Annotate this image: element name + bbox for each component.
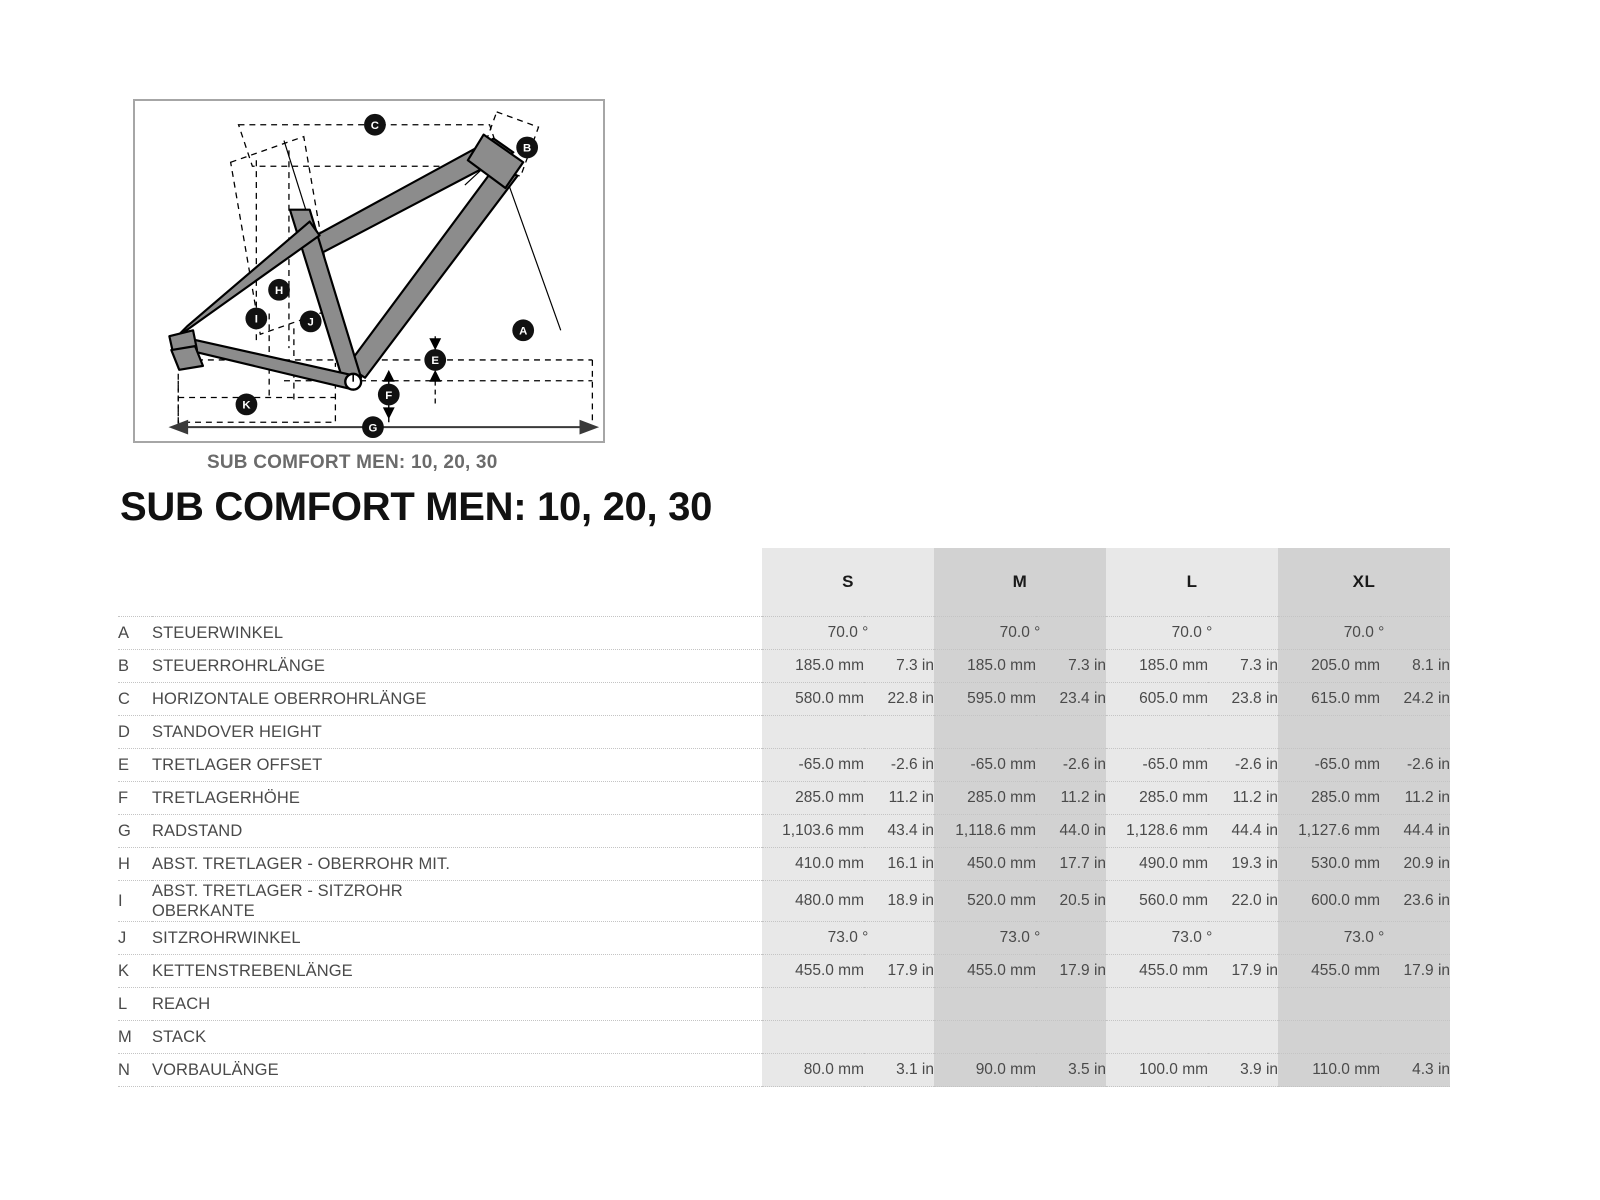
cell-mm [1106,716,1208,749]
cell-in: 44.0 in [1036,815,1106,848]
row-label: STANDOVER HEIGHT [152,716,762,749]
table-row [118,922,1450,955]
cell-angle: 70.0 ° [1278,617,1450,650]
row-letter: C [118,683,152,716]
cell-in: 23.8 in [1208,683,1278,716]
cell-in [1380,988,1450,1021]
row-label: TRETLAGER OFFSET [152,749,762,782]
cell-in: -2.6 in [1036,749,1106,782]
cell-angle: 70.0 ° [1106,617,1278,650]
row-letter: L [118,988,152,1021]
cell-mm [934,988,1036,1021]
page-title: SUB COMFORT MEN: 10, 20, 30 [120,485,713,529]
cell-in: 43.4 in [864,815,934,848]
cell-angle: 73.0 ° [934,922,1106,955]
cell-mm [762,1021,864,1054]
cell-mm: 600.0 mm [1278,881,1380,922]
cell-in: 44.4 in [1380,815,1450,848]
svg-text:E: E [431,355,440,368]
cell-mm: 1,103.6 mm [762,815,864,848]
cell-mm: 185.0 mm [1106,650,1208,683]
row-letter: A [118,617,152,650]
cell-mm [762,988,864,1021]
cell-in [1036,716,1106,749]
cell-in: 22.8 in [864,683,934,716]
cell-mm: 1,128.6 mm [1106,815,1208,848]
callout-I [245,308,267,330]
cell-in: 3.5 in [1036,1054,1106,1087]
cell-mm: -65.0 mm [1106,749,1208,782]
callout-C [364,114,386,136]
row-letter: J [118,922,152,955]
cell-in: 11.2 in [864,782,934,815]
cell-in: 7.3 in [864,650,934,683]
row-label: STACK [152,1021,762,1054]
callout-E [424,349,446,371]
table-row [118,955,1450,988]
cell-mm [1106,988,1208,1021]
row-label: RADSTAND [152,815,762,848]
cell-angle: 70.0 ° [762,617,934,650]
cell-in: 17.9 in [1380,955,1450,988]
cell-mm: 455.0 mm [1106,955,1208,988]
cell-angle: 73.0 ° [1106,922,1278,955]
cell-in: 17.7 in [1036,848,1106,881]
cell-in: 3.1 in [864,1054,934,1087]
cell-angle: 73.0 ° [1278,922,1450,955]
cell-in [864,988,934,1021]
cell-mm: 410.0 mm [762,848,864,881]
cell-mm: 285.0 mm [934,782,1036,815]
callout-K [236,394,258,416]
header-size-m: M [934,548,1106,617]
svg-text:H: H [274,285,284,298]
cell-in [1208,988,1278,1021]
row-letter: G [118,815,152,848]
cell-mm: 450.0 mm [934,848,1036,881]
cell-angle: 73.0 ° [762,922,934,955]
callout-A [512,319,534,341]
table-body [118,617,1450,1087]
row-label: KETTENSTREBENLÄNGE [152,955,762,988]
cell-mm [762,716,864,749]
row-label [152,881,762,922]
header-size-l: L [1106,548,1278,617]
cell-in: -2.6 in [1208,749,1278,782]
header-size-s: S [762,548,934,617]
row-label: REACH [152,988,762,1021]
cell-mm: 455.0 mm [762,955,864,988]
row-label: VORBAULÄNGE [152,1054,762,1087]
cell-mm [934,716,1036,749]
cell-in [864,716,934,749]
cell-in: 3.9 in [1208,1054,1278,1087]
header-label-blank [152,548,762,617]
header-letter-blank [118,548,152,617]
cell-mm: 615.0 mm [1278,683,1380,716]
callout-H [268,279,290,301]
cell-in [864,1021,934,1054]
row-letter: D [118,716,152,749]
row-letter: K [118,955,152,988]
row-letter: H [118,848,152,881]
diagram-caption: SUB COMFORT MEN: 10, 20, 30 [207,452,498,473]
table-row [118,650,1450,683]
table-header-row [118,548,1450,617]
cell-in [1208,716,1278,749]
cell-in: 23.4 in [1036,683,1106,716]
cell-in [1208,1021,1278,1054]
svg-text:K: K [242,399,251,412]
svg-text:A: A [519,325,528,338]
row-label: SITZROHRWINKEL [152,922,762,955]
svg-text:F: F [385,389,393,402]
bike-frame-shape [169,135,523,390]
cell-in: 7.3 in [1208,650,1278,683]
table-row [118,1054,1450,1087]
cell-in [1036,988,1106,1021]
cell-angle: 70.0 ° [934,617,1106,650]
svg-text:C: C [370,119,380,132]
table-row [118,988,1450,1021]
cell-mm [934,1021,1036,1054]
cell-in: 4.3 in [1380,1054,1450,1087]
cell-in: 11.2 in [1208,782,1278,815]
cell-mm: 100.0 mm [1106,1054,1208,1087]
table-row [118,1021,1450,1054]
table-row [118,815,1450,848]
row-letter: M [118,1021,152,1054]
geometry-table [118,548,1450,1087]
row-label: ABST. TRETLAGER - OBERROHR MIT. [152,848,762,881]
table-row [118,617,1450,650]
cell-in: 7.3 in [1036,650,1106,683]
cell-mm: 205.0 mm [1278,650,1380,683]
cell-mm: -65.0 mm [1278,749,1380,782]
cell-mm [1278,716,1380,749]
callout-G [362,416,384,438]
table-row [118,716,1450,749]
row-letter: I [118,881,152,922]
cell-mm: 80.0 mm [762,1054,864,1087]
cell-mm: 520.0 mm [934,881,1036,922]
row-letter: N [118,1054,152,1087]
geometry-diagram-svg [135,101,603,441]
cell-in: 44.4 in [1208,815,1278,848]
cell-mm: 90.0 mm [934,1054,1036,1087]
cell-in: 17.9 in [1208,955,1278,988]
cell-mm: 110.0 mm [1278,1054,1380,1087]
cell-in: 8.1 in [1380,650,1450,683]
cell-mm: 285.0 mm [762,782,864,815]
cell-mm: 455.0 mm [1278,955,1380,988]
row-label-line2: OBERKANTE [152,902,255,921]
cell-mm [1106,1021,1208,1054]
cell-in [1380,1021,1450,1054]
geometry-diagram [133,99,605,443]
callout-F [378,384,400,406]
cell-mm: 530.0 mm [1278,848,1380,881]
cell-mm: 560.0 mm [1106,881,1208,922]
cell-mm [1278,988,1380,1021]
row-letter: F [118,782,152,815]
table-row [118,848,1450,881]
row-label: STEUERWINKEL [152,617,762,650]
cell-in: -2.6 in [1380,749,1450,782]
callout-B [516,137,538,159]
cell-in: 24.2 in [1380,683,1450,716]
cell-mm: 580.0 mm [762,683,864,716]
table-row [118,749,1450,782]
cell-mm: 1,127.6 mm [1278,815,1380,848]
cell-in: 19.3 in [1208,848,1278,881]
cell-mm: 285.0 mm [1106,782,1208,815]
cell-in: 16.1 in [864,848,934,881]
cell-in: 17.9 in [864,955,934,988]
cell-in: 11.2 in [1380,782,1450,815]
cell-mm: 185.0 mm [934,650,1036,683]
row-label: HORIZONTALE OBERROHRLÄNGE [152,683,762,716]
cell-in: 23.6 in [1380,881,1450,922]
cell-mm: -65.0 mm [762,749,864,782]
cell-mm [1278,1021,1380,1054]
cell-mm: -65.0 mm [934,749,1036,782]
cell-in: 11.2 in [1036,782,1106,815]
row-letter: E [118,749,152,782]
cell-mm: 595.0 mm [934,683,1036,716]
cell-mm: 490.0 mm [1106,848,1208,881]
cell-in: 17.9 in [1036,955,1106,988]
svg-text:J: J [307,316,314,329]
svg-text:B: B [523,142,532,155]
row-letter: B [118,650,152,683]
cell-mm: 185.0 mm [762,650,864,683]
row-label: STEUERROHRLÄNGE [152,650,762,683]
cell-mm: 480.0 mm [762,881,864,922]
cell-in: 20.5 in [1036,881,1106,922]
cell-in [1036,1021,1106,1054]
cell-in [1380,716,1450,749]
cell-in: -2.6 in [864,749,934,782]
cell-in: 22.0 in [1208,881,1278,922]
cell-mm: 285.0 mm [1278,782,1380,815]
svg-text:I: I [254,313,258,326]
svg-text:G: G [368,422,378,435]
cell-in: 20.9 in [1380,848,1450,881]
row-label-line1: ABST. TRETLAGER - SITZROHR [152,882,403,900]
table-row [118,881,1450,922]
cell-mm: 1,118.6 mm [934,815,1036,848]
cell-in: 18.9 in [864,881,934,922]
cell-mm: 605.0 mm [1106,683,1208,716]
callout-J [300,311,322,333]
row-label: TRETLAGERHÖHE [152,782,762,815]
cell-mm: 455.0 mm [934,955,1036,988]
header-size-xl: XL [1278,548,1450,617]
table-row [118,782,1450,815]
table-row [118,683,1450,716]
